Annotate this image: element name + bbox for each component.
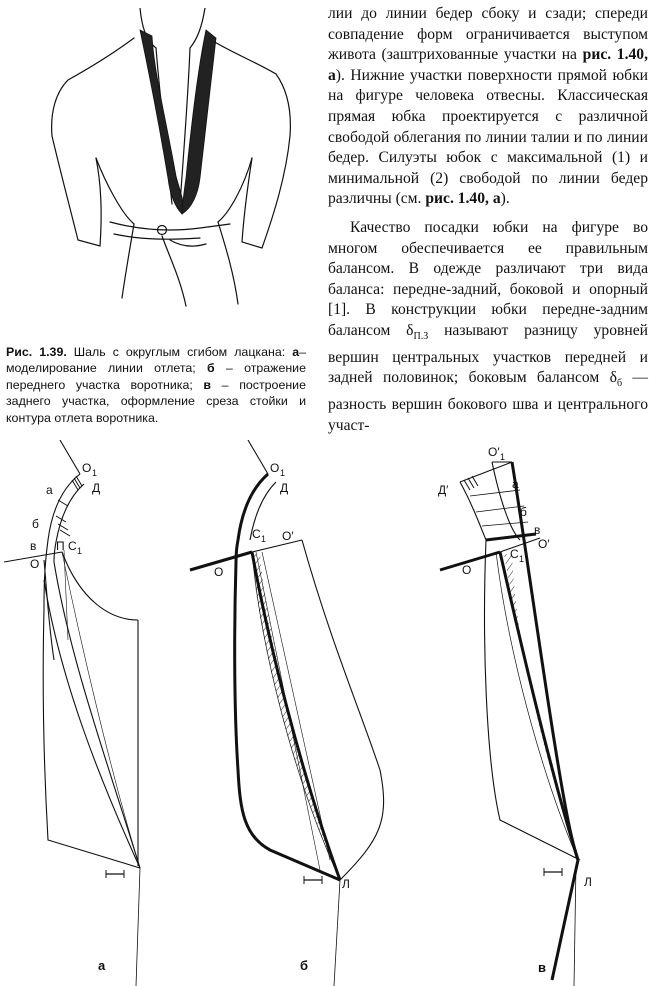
- delta-symbol-2: δ: [609, 369, 617, 387]
- label-c-a: а: [512, 477, 519, 491]
- caption-b-text: – отражение переднего участка воротника;: [6, 361, 306, 392]
- label-a-o1: O: [82, 461, 92, 475]
- delta-sub-2: б: [616, 378, 623, 390]
- label-c-v: в: [534, 523, 541, 537]
- label-b-o2: O′: [282, 529, 294, 543]
- delta-sub-1: П.З: [413, 331, 429, 343]
- label-c-b: б: [520, 505, 527, 519]
- para2-text-a: Качество посадки юбки на фигуре во многом обеспечивается ее правильным балансом. В одежде различают три вида баланса: передне-задний, боковой и опорный [1]. В конструкции юбки передне-задним балансом: [328, 218, 648, 339]
- figure-ref-1: рис. 1.40, а: [328, 46, 648, 84]
- label-c-d: Д′: [438, 483, 449, 497]
- panel-label-a: а: [98, 958, 106, 973]
- text-column: [328, 4, 648, 436]
- caption-v-text: – построение заднего участка, оформление среза стойки и контура отлета воротника.: [6, 377, 306, 425]
- caption-lead: Шаль с округлым сгибом лацкана:: [66, 345, 293, 359]
- para1-text-c: ).: [500, 190, 510, 208]
- label-c-o1-sub: 1: [500, 452, 506, 462]
- caption-b: б: [207, 361, 215, 376]
- figure-shawl-collar-illustration: [30, 8, 300, 308]
- paragraph-2: [328, 218, 648, 436]
- paragraph-1: [328, 4, 648, 210]
- label-c-o: O: [462, 563, 472, 577]
- para1-text: лии до линии бедер сбоку и сзади; спереди совпадение форм ограничивается выступом живота (заштрихованные участки на: [328, 5, 648, 64]
- label-b-o1: O: [270, 461, 280, 475]
- panel-a: [4, 440, 140, 986]
- panel-c: [440, 462, 580, 986]
- label-a-a: а: [46, 483, 53, 497]
- para2-text-b: называют разницу уровней вершин центральных участков передней и задней половинок; боковым балансом: [328, 321, 649, 387]
- para1-text-b: ). Нижние участки поверхности прямой юбки на фигуре человека отвесны. Классическая прямая юбка проектируется с различной свободой облегания по линии талии и по линии бедер. Силуэты юбок с максимальной (1) и минимальной (2) свободой по линии бедер различны (см.: [328, 66, 648, 208]
- panel-label-b: б: [300, 958, 309, 973]
- label-c-c1: C: [510, 547, 519, 561]
- para2-text-c: — разность вершин бокового шва и центрального участ-: [328, 369, 648, 434]
- label-c-o1: O′: [488, 445, 500, 459]
- caption-v: в: [203, 377, 212, 392]
- label-b-d: Д: [280, 481, 289, 495]
- figure-caption: [6, 344, 306, 426]
- panel-a-labels: [30, 461, 106, 973]
- label-a-c1-sub: 1: [77, 546, 83, 556]
- delta-symbol-1: δ: [406, 321, 414, 339]
- label-a-b: б: [32, 517, 39, 531]
- collar-construction-diagram: [0, 440, 666, 986]
- label-b-o: O: [214, 565, 224, 579]
- label-b-l: Л: [342, 877, 350, 891]
- label-c-l: Л: [584, 875, 592, 889]
- label-c-c1-sub: 1: [519, 554, 525, 564]
- label-a-v: в: [30, 539, 37, 553]
- label-b-o1-sub: 1: [280, 468, 286, 478]
- caption-a: а: [292, 345, 300, 359]
- label-a-d: Д: [92, 481, 101, 495]
- label-a-p: П: [56, 539, 65, 553]
- figure-ref-2: рис. 1.40, а: [425, 190, 501, 208]
- panel-label-c: в: [538, 960, 546, 975]
- label-b-c1: C: [252, 527, 261, 541]
- label-a-o1-sub: 1: [92, 468, 98, 478]
- caption-fig-label: Рис. 1.39.: [6, 345, 67, 359]
- label-a-c1: C: [68, 539, 77, 553]
- label-a-o: O: [30, 557, 40, 571]
- caption-a-text: – моделирование линии отлета;: [6, 345, 306, 376]
- label-b-c1-sub: 1: [261, 534, 267, 544]
- label-c-o2: O′: [538, 537, 550, 551]
